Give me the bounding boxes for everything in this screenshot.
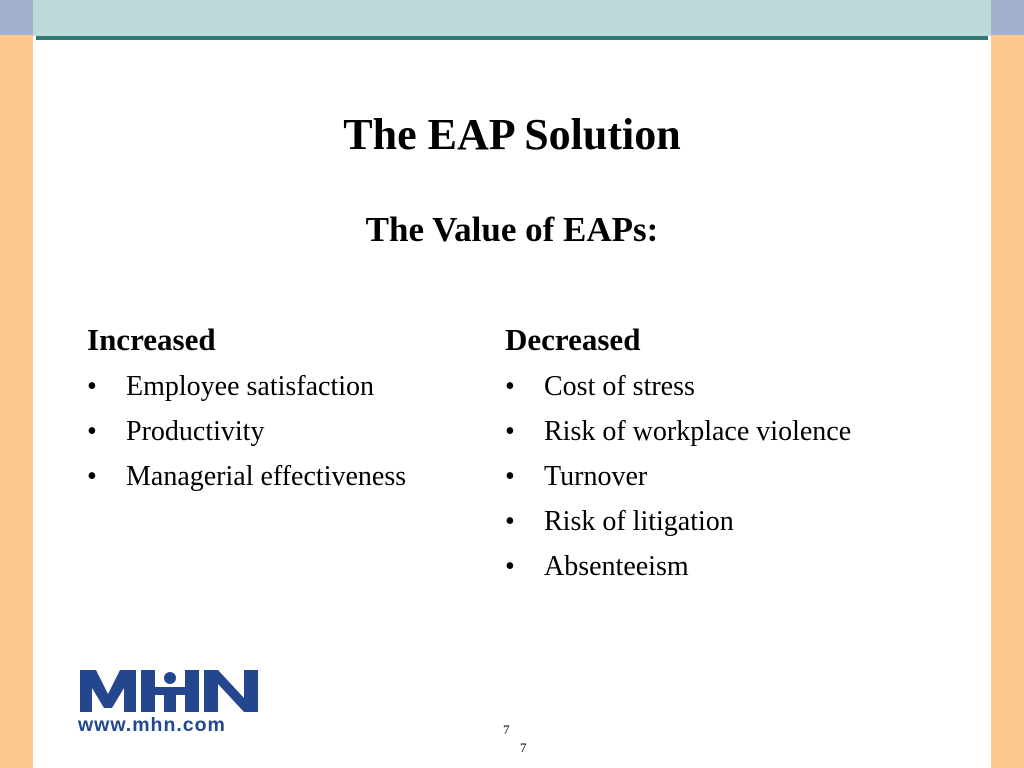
- logo-letter-m: [80, 670, 136, 712]
- bullet-icon: •: [505, 461, 515, 492]
- slide-subtitle: The Value of EAPs:: [365, 210, 659, 249]
- top-right-corner-square: [991, 0, 1024, 35]
- bullet-icon: •: [87, 461, 97, 492]
- page-number-secondary: 7: [520, 740, 527, 755]
- list-item: [87, 364, 487, 409]
- top-left-corner-square: [0, 0, 33, 35]
- list-item-text: Employee satisfaction: [126, 371, 375, 402]
- list-item-text: Managerial effectiveness: [126, 461, 407, 492]
- logo-letter-n: [204, 670, 258, 712]
- logo-person-head-icon: [164, 672, 176, 684]
- top-header-band: [33, 0, 991, 36]
- list-item: [87, 454, 487, 499]
- mhn-wordmark-icon: [78, 668, 262, 714]
- bullet-icon: •: [505, 506, 515, 537]
- logo-person-body-icon: [155, 687, 185, 712]
- increased-column: [87, 322, 487, 499]
- list-item: [87, 409, 487, 454]
- bullet-icon: •: [87, 416, 97, 447]
- bullet-icon: •: [505, 551, 515, 582]
- list-item-text: Turnover: [544, 461, 648, 492]
- bullet-icon: •: [505, 416, 515, 447]
- increased-heading: Increased: [87, 322, 216, 357]
- decreased-column: [505, 322, 975, 589]
- list-item-text: Risk of litigation: [544, 506, 734, 537]
- list-item-text: Risk of workplace violence: [544, 416, 852, 447]
- list-item: [505, 364, 975, 409]
- list-item: [505, 454, 975, 499]
- bullet-icon: •: [87, 371, 97, 402]
- list-item-text: Absenteeism: [544, 551, 689, 582]
- increased-list: [87, 364, 487, 499]
- list-item-text: Productivity: [126, 416, 265, 447]
- mhn-logo: [78, 668, 262, 740]
- page-number: 7: [503, 722, 510, 737]
- bullet-icon: •: [505, 371, 515, 402]
- list-item: [505, 409, 975, 454]
- list-item-text: Cost of stress: [544, 371, 695, 402]
- decreased-list: [505, 364, 975, 589]
- logo-url-text: www.mhn.com: [78, 714, 226, 736]
- slide-title: The EAP Solution: [343, 110, 681, 159]
- logo-letter-h-right: [185, 670, 199, 712]
- logo-letter-h-left: [141, 670, 155, 712]
- list-item: [505, 544, 975, 589]
- header-divider-line: [36, 36, 988, 40]
- list-item: [505, 499, 975, 544]
- decreased-heading: Decreased: [505, 322, 641, 357]
